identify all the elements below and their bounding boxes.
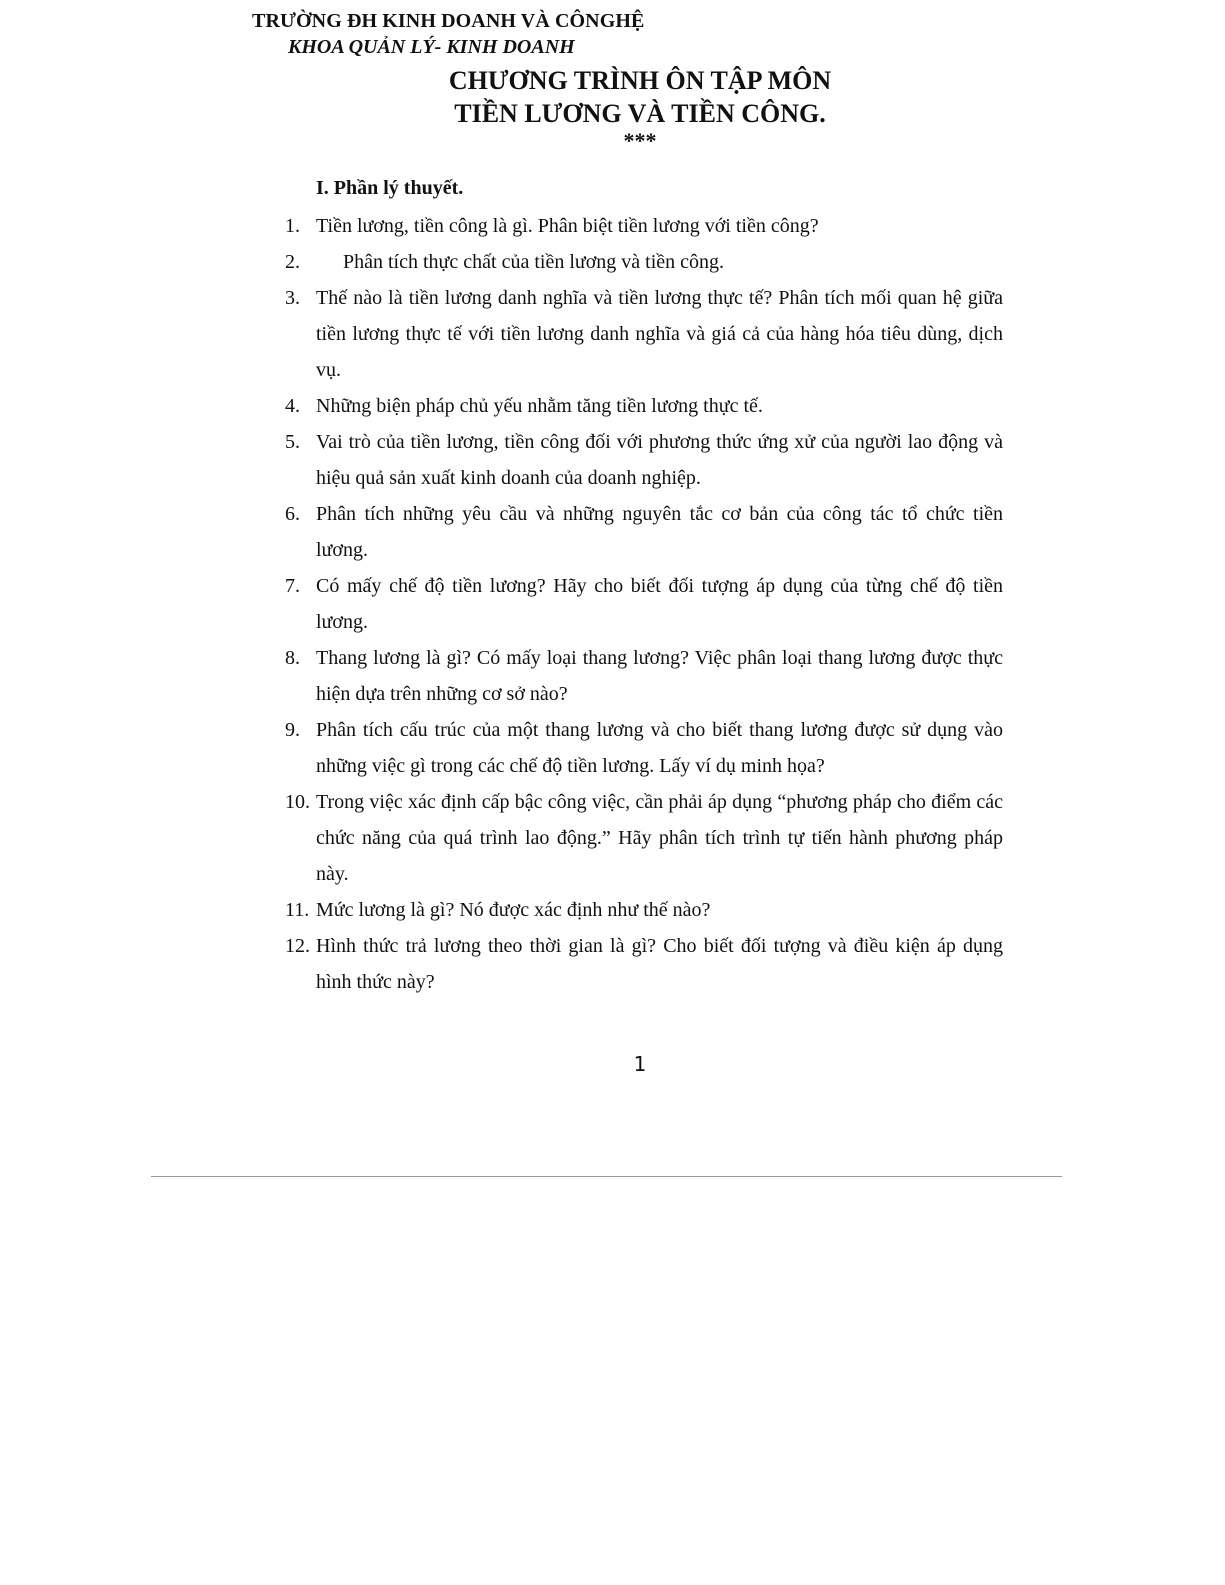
question-text: Có mấy chế độ tiền lương? Hãy cho biết đối tượng áp dụng của từng chế độ tiền lương. — [316, 575, 1003, 633]
school-name: TRƯỜNG ĐH KINH DOANH VÀ CÔNGHỆ — [252, 10, 645, 32]
question-text: Tiền lương, tiền công là gì. Phân biệt tiền lương với tiền công? — [316, 215, 819, 237]
question-item — [285, 568, 1003, 640]
question-item — [285, 424, 1003, 496]
question-text: Mức lương là gì? Nó được xác định như thế nào? — [316, 899, 711, 921]
question-item — [285, 892, 1003, 928]
question-item — [285, 928, 1003, 1000]
question-item — [285, 208, 1003, 244]
question-number: 7. — [285, 575, 300, 597]
question-number: 8. — [285, 647, 300, 669]
question-item — [285, 712, 1003, 784]
page-divider — [151, 1176, 1062, 1177]
faculty-name: KHOA QUẢN LÝ- KINH DOANH — [288, 36, 575, 58]
question-item — [285, 496, 1003, 568]
question-text: Phân tích cấu trúc của một thang lương và cho biết thang lương được sử dụng vào những việc gì trong các chế độ tiền lương. Lấy ví dụ minh họa? — [316, 719, 1003, 777]
question-number: 11. — [285, 899, 310, 921]
question-text: Những biện pháp chủ yếu nhằm tăng tiền lương thực tế. — [316, 395, 763, 417]
question-item — [285, 244, 1003, 280]
question-text: Phân tích thực chất của tiền lương và tiền công. — [343, 251, 725, 273]
page-number: 1 — [633, 1052, 647, 1076]
question-text: Hình thức trả lương theo thời gian là gì? Cho biết đối tượng và điều kiện áp dụng hình thức này? — [316, 935, 1003, 993]
question-number: 2. — [285, 251, 300, 273]
question-text: Thang lương là gì? Có mấy loại thang lương? Việc phân loại thang lương được thực hiện dựa trên những cơ sở nào? — [316, 647, 1003, 705]
question-text: Phân tích những yêu cầu và những nguyên tắc cơ bản của công tác tổ chức tiền lương. — [316, 503, 1003, 561]
question-item — [285, 388, 1003, 424]
question-number: 1. — [285, 215, 300, 237]
question-number: 9. — [285, 719, 300, 741]
title-separator: *** — [623, 128, 657, 153]
question-text: Thế nào là tiền lương danh nghĩa và tiền lương thực tế? Phân tích mối quan hệ giữa tiền lương thực tế với tiền lương danh nghĩa và giá cả của hàng hóa tiêu dùng, dịch vụ. — [316, 287, 1003, 381]
question-item — [285, 640, 1003, 712]
question-number: 3. — [285, 287, 300, 309]
question-item — [285, 784, 1003, 892]
question-number: 5. — [285, 431, 300, 453]
section-heading-theory: I. Phần lý thuyết. — [316, 177, 464, 199]
question-number: 10. — [285, 791, 310, 813]
document-title-line1: CHƯƠNG TRÌNH ÔN TẬP MÔN — [448, 66, 832, 95]
question-item — [285, 280, 1003, 388]
question-number: 6. — [285, 503, 300, 525]
question-text: Trong việc xác định cấp bậc công việc, cần phải áp dụng “phương pháp cho điểm các chức năng của quá trình lao động.” Hãy phân tích trình tự tiến hành phương pháp này. — [316, 791, 1003, 885]
question-number: 12. — [285, 935, 310, 957]
question-list — [285, 208, 1003, 1000]
document-title-line2: TIỀN LƯƠNG VÀ TIỀN CÔNG. — [454, 99, 826, 128]
question-number: 4. — [285, 395, 300, 417]
question-text: Vai trò của tiền lương, tiền công đối với phương thức ứng xử của người lao động và hiệu quả sản xuất kinh doanh của doanh nghiệp. — [316, 431, 1003, 489]
